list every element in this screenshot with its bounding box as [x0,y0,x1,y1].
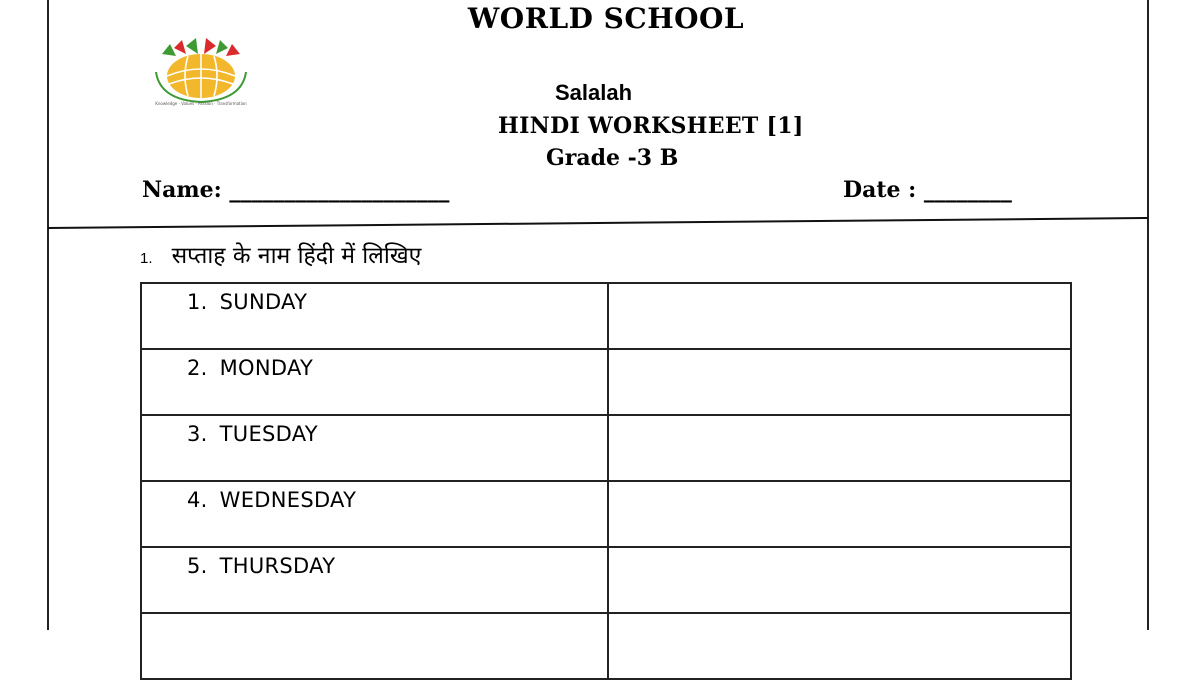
day-cell [141,349,608,415]
grade-label: Grade -3 B [546,145,679,171]
date-field[interactable]: Date : ________ [843,177,1012,203]
day-cell [141,547,608,613]
table-row [141,349,1071,415]
school-name: WORLD SCHOOL [467,2,745,35]
table-row [141,481,1071,547]
answer-cell[interactable] [608,415,1071,481]
answer-cell[interactable] [608,547,1071,613]
question-1 [140,238,421,270]
name-field[interactable]: Name: ____________________ [142,177,450,203]
answer-cell[interactable] [608,283,1071,349]
table-row [141,547,1071,613]
day-cell [141,613,608,679]
city-name: Salalah [555,80,633,105]
logo-caption: Knowledge · Values · Passion · Transformation [155,101,247,106]
day-name: WEDNESDAY [219,488,357,512]
day-cell [141,415,608,481]
page-left-border [47,0,49,630]
day-name: TUESDAY [219,422,318,446]
worksheet-title: HINDI WORKSHEET [1] [498,113,804,139]
answer-cell[interactable] [608,349,1071,415]
table-row [141,283,1071,349]
row-number: 1. [187,290,208,314]
day-name: THURSDAY [219,554,336,578]
day-cell [141,481,608,547]
row-number: 4. [187,488,208,512]
day-cell [141,283,608,349]
answer-cell[interactable] [608,481,1071,547]
table-row [141,415,1071,481]
table-row [141,613,1071,679]
question-number: 1. [140,250,153,267]
question-text: सप्ताह के नाम हिंदी में लिखिए [171,243,422,269]
answer-cell[interactable] [608,613,1071,679]
row-number: 2. [187,356,208,380]
header-divider [48,216,1148,232]
row-number: 3. [187,422,208,446]
day-name: MONDAY [219,356,314,380]
days-table [140,282,1072,680]
school-logo [152,36,250,106]
page-right-border [1147,0,1149,630]
day-name: SUNDAY [219,290,308,314]
row-number: 5. [187,554,208,578]
